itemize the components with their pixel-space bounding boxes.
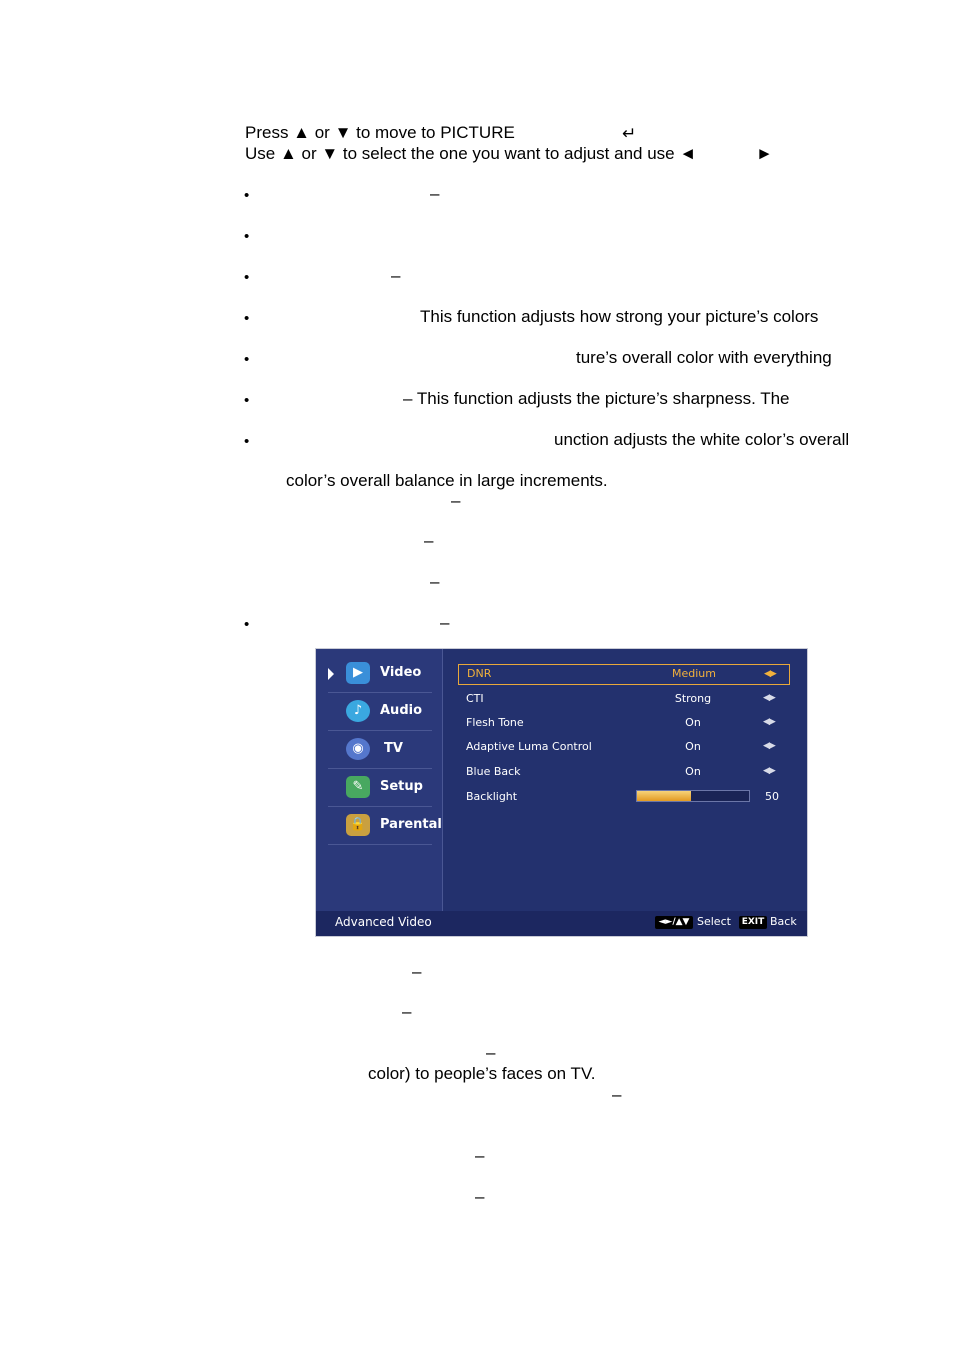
dash: –	[612, 1085, 622, 1104]
footer-title: Advanced Video	[335, 915, 432, 929]
menu-row-backlight[interactable]	[458, 786, 790, 807]
sidebar-item-audio[interactable]	[328, 693, 432, 731]
setup-icon: ✎	[346, 776, 370, 798]
sidebar-item-tv[interactable]	[328, 731, 432, 769]
color-description: This function adjusts how strong your picture’s colors	[420, 307, 819, 326]
menu-footer	[316, 911, 807, 936]
enter-symbol: ↵	[622, 124, 637, 143]
dash: –	[430, 572, 440, 591]
bullet: •	[244, 269, 250, 286]
bullet: •	[244, 310, 250, 327]
sidebar-item-label: Parental	[380, 817, 442, 832]
bullet: •	[244, 351, 250, 368]
color-temp-description: unction adjusts the white color’s overall	[554, 430, 850, 449]
color-temp-continuation: color’s overall balance in large increments.	[286, 471, 608, 490]
row-value: On	[685, 765, 701, 778]
menu-sidebar	[316, 649, 443, 912]
row-value: On	[685, 716, 701, 729]
dash: –	[486, 1043, 496, 1062]
left-right-arrows-icon[interactable]: ◀▶	[764, 669, 776, 679]
video-icon: ▶	[346, 662, 370, 684]
dash: –	[475, 1187, 485, 1206]
bullet: •	[244, 433, 250, 450]
dash: –	[391, 266, 401, 285]
dash: –	[412, 962, 422, 981]
bullet: •	[244, 187, 250, 204]
sharpness-description: – This function adjusts the picture’s sharpness. The	[403, 389, 790, 408]
menu-row-dnr[interactable]	[458, 664, 790, 685]
tint-description: ture’s overall color with everything	[576, 348, 832, 367]
exit-key-icon: EXIT	[739, 916, 767, 929]
sidebar-item-parental[interactable]	[328, 807, 442, 845]
tv-icon: ◉	[346, 738, 370, 760]
menu-row-blue-back[interactable]	[458, 761, 790, 782]
row-value: Medium	[672, 667, 716, 680]
row-value: On	[685, 740, 701, 753]
menu-row-adaptive-luma[interactable]	[458, 736, 790, 757]
sidebar-item-setup[interactable]	[328, 769, 432, 807]
instruction-line-2: Use ▲ or ▼ to select the one you want to adjust and use ◄	[245, 144, 697, 163]
dash: –	[430, 184, 440, 203]
left-right-arrows-icon[interactable]: ◀▶	[763, 741, 775, 751]
backlight-slider[interactable]	[636, 790, 750, 802]
left-right-arrows-icon[interactable]: ◀▶	[763, 693, 775, 703]
advanced-video-menu	[315, 648, 808, 937]
row-name: Blue Back	[466, 765, 521, 778]
instruction-line-1: Press ▲ or ▼ to move to PICTURE	[245, 123, 515, 142]
nav-keys-icon: ◄►/▲▼	[655, 916, 693, 929]
selected-caret-icon	[328, 668, 334, 680]
menu-row-cti[interactable]	[458, 688, 790, 709]
row-name: DNR	[467, 667, 492, 680]
row-name: Adaptive Luma Control	[466, 740, 592, 753]
row-name: Backlight	[466, 790, 518, 803]
bullet: •	[244, 392, 250, 409]
back-label: Back	[770, 915, 797, 928]
bullet: •	[244, 616, 250, 633]
left-right-arrows-icon[interactable]: ◀▶	[763, 766, 775, 776]
sidebar-item-label: TV	[384, 741, 403, 756]
select-label: Select	[697, 915, 731, 928]
menu-row-flesh-tone[interactable]	[458, 712, 790, 733]
sidebar-item-label: Setup	[380, 779, 423, 794]
row-name: CTI	[466, 692, 484, 705]
bullet: •	[244, 228, 250, 245]
dash: –	[475, 1146, 485, 1165]
dash: –	[424, 531, 434, 550]
sidebar-item-video[interactable]	[328, 655, 432, 693]
audio-icon: ♪	[346, 700, 370, 722]
dash: –	[451, 491, 461, 510]
sidebar-item-label: Audio	[380, 703, 423, 718]
right-arrow-symbol: ►	[756, 144, 773, 163]
dash: –	[440, 613, 450, 632]
dash: –	[402, 1002, 412, 1021]
left-right-arrows-icon[interactable]: ◀▶	[763, 717, 775, 727]
row-name: Flesh Tone	[466, 716, 524, 729]
sidebar-item-label: Video	[380, 665, 422, 680]
parental-icon: 🔒	[346, 814, 370, 836]
row-value: Strong	[674, 692, 712, 705]
flesh-tone-continuation: color) to people’s faces on TV.	[368, 1064, 596, 1083]
backlight-slider-fill	[637, 791, 691, 801]
backlight-value: 50	[765, 790, 779, 803]
